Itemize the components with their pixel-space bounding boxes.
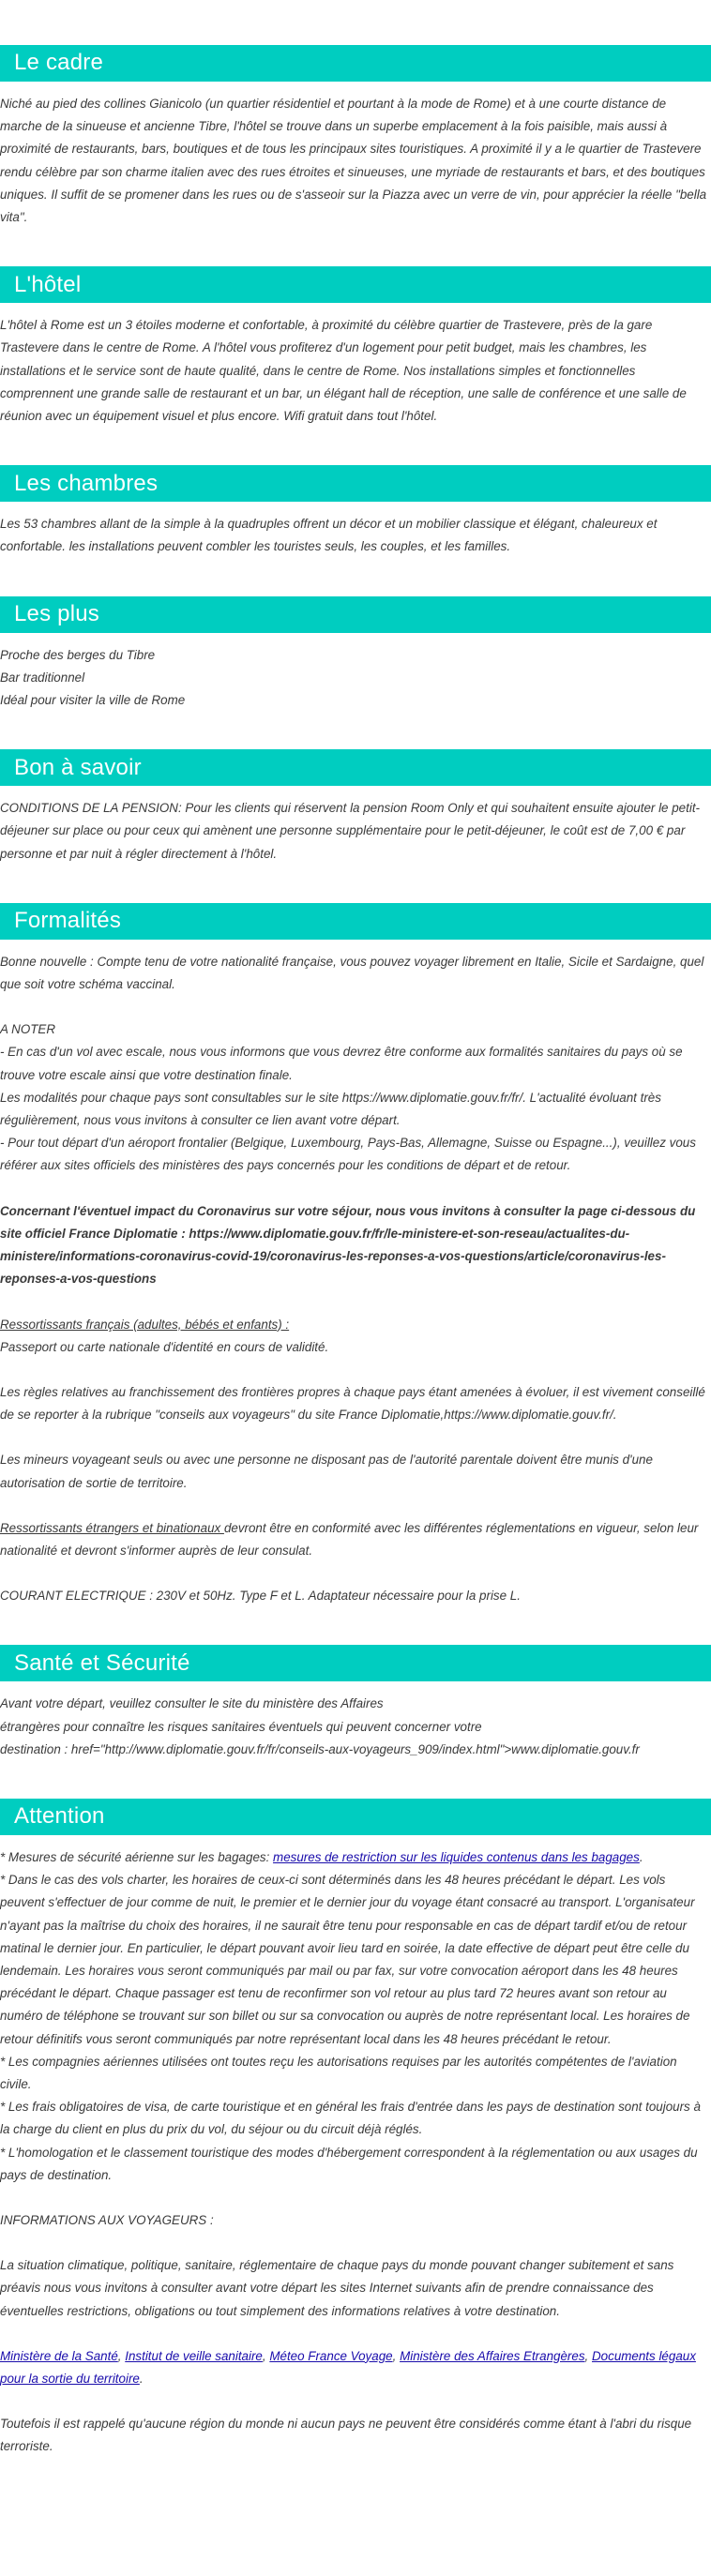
section-plus <box>0 596 711 713</box>
paragraph <box>0 1517 711 1562</box>
section-header-formalites <box>0 903 711 940</box>
separator: , <box>392 2348 401 2363</box>
text-span: devront être en conformité avec les différentes réglementations en vigueur, selon leur nationalité et devront s'informer auprès de leur consulat. <box>0 1520 699 1558</box>
section-header-cadre <box>0 45 711 82</box>
paragraph: * Les compagnies aériennes utilisées ont toutes reçu les autorisations requises par les autorités compétentes de l'aviation civile. <box>0 2054 677 2091</box>
paragraph: CONDITIONS DE LA PENSION: Pour les clients qui réservent la pension Room Only et qui souhaitent ensuite ajouter le petit-déjeuner sur place ou pour ceux qui amènent une personne supplémentaire pour le petit-déjeuner, le coût est de 7,00 € par personne et par nuit à régler directement à l'hôtel. <box>0 801 700 861</box>
paragraph-line: destination : href="http://www.diplomatie.gouv.fr/fr/conseils-aux-voyageurs_909/index.html">www.diplomatie.gouv.fr <box>0 1741 640 1756</box>
paragraph: La situation climatique, politique, sanitaire, réglementaire de chaque pays du monde pouvant changer subitement et sans préavis nous vous invitons à consulter avant votre départ les sites Internet suivants afin de prendre connaissance des éventuelles restrictions, obligations ou tout simplement des informations relatives à votre destination. <box>0 2258 674 2318</box>
list-item: Idéal pour visiter la ville de Rome <box>0 693 186 708</box>
text-span: * Mesures de sécurité aérienne sur les bagages: <box>0 1849 274 1864</box>
section-content <box>0 1846 711 2459</box>
list-item: Bar traditionnel <box>0 670 85 685</box>
paragraph: COURANT ELECTRIQUE : 230V et 50Hz. Type F et L. Adaptateur nécessaire pour la prise L. <box>0 1589 521 1604</box>
paragraph: Passeport ou carte nationale d'identité en cours de validité. <box>0 1339 329 1354</box>
paragraph: Bonne nouvelle : Compte tenu de votre nationalité française, vous pouvez voyager librement en Italie, Sicile et Sardaigne, quel que soit votre schéma vaccinal. <box>0 954 704 992</box>
section-title: Le cadre <box>14 50 103 76</box>
list-item: Proche des berges du Tibre <box>0 647 156 662</box>
section-header-plus <box>0 596 711 633</box>
section-content <box>0 797 711 866</box>
note-title: A NOTER <box>0 1022 56 1037</box>
link-ministere-sante[interactable]: Ministère de la Santé <box>0 2348 118 2363</box>
link-ministere-affaires-etrangeres[interactable]: Ministère des Affaires Etrangères <box>400 2348 585 2363</box>
section-title: Formalités <box>14 908 122 934</box>
paragraph <box>0 1846 711 1869</box>
subheading-informations-voyageurs: INFORMATIONS AUX VOYAGEURS : <box>0 2212 214 2227</box>
section-title: Les plus <box>14 601 99 627</box>
section-bon-a-savoir <box>0 749 711 866</box>
subheading-ressortissants-francais: Ressortissants français (adultes, bébés et enfants) : <box>0 1317 290 1332</box>
paragraph-line: étrangères pour connaître les risques sanitaires éventuels qui peuvent concerner votre <box>0 1719 482 1734</box>
section-content <box>0 314 711 428</box>
paragraph: * L'homologation et le classement touristique des modes d'hébergement correspondent à la réglementation ou aux usages du pays de destination. <box>0 2145 698 2182</box>
section-title: Santé et Sécurité <box>14 1650 190 1676</box>
section-header-hotel <box>0 266 711 303</box>
link-meteo-france-voyage[interactable]: Méteo France Voyage <box>269 2348 393 2363</box>
paragraph: Les mineurs voyageant seuls ou avec une personne ne disposant pas de l'autorité parentale doivent être munis d'une autorisation de sortie de territoire. <box>0 1453 653 1490</box>
paragraph: - En cas d'un vol avec escale, nous vous informons que vous devrez être conforme aux formalités sanitaires du pays où se trouve votre escale ainsi que votre destination finale. <box>0 1045 683 1082</box>
subheading-ressortissants-etrangers: Ressortissants étrangers et binationaux <box>0 1520 224 1535</box>
section-title: Les chambres <box>14 470 159 496</box>
section-title: Attention <box>14 1803 105 1830</box>
separator: , <box>584 2348 592 2363</box>
section-title: Bon à savoir <box>14 754 142 780</box>
section-content <box>0 951 711 1607</box>
liquids-restriction-link[interactable]: mesures de restriction sur les liquides contenus dans les bagages <box>273 1849 640 1864</box>
separator: , <box>262 2348 270 2363</box>
paragraph: Les 53 chambres allant de la simple à la quadruples offrent un décor et un mobilier classique et élégant, chaleureux et confortable. les installations peuvent combler les touristes seuls, les couples, et les familles. <box>0 517 658 554</box>
paragraph: L'hôtel à Rome est un 3 étoiles moderne et confortable, à proximité du célèbre quartier de Trastevere, près de la gare Trastevere dans le centre de Rome. A l'hôtel vous profiterez d'un logement pour petit budget, mais les chambres, les installations et le service sont de haute qualité, dans le centre de Rome. Nos installations simples et fonctionnelles comprennent une grande salle de restaurant et un bar, un élégant hall de réception, une salle de conférence et une salle de réunion avec un équipement visuel et plus encore. Wifi gratuit dans tout l'hôtel. <box>0 318 687 424</box>
section-header-bon-a-savoir <box>0 749 711 786</box>
coronavirus-notice: Concernant l'éventuel impact du Coronavirus sur votre séjour, nous vous invitons à consulter la page ci-dessous du site officiel France Diplomatie : https://www.diplomatie.gouv.fr/fr/le-ministere-et-son-reseau/actualites-du-ministere/informations-coronavirus-covid-19/coronavirus-les-reponses-a-vos-questions/article/coronavirus-les-reponses-a-vos-questions <box>0 1203 696 1287</box>
link-documents-legaux[interactable]: Documents légaux pour la sortie du territoire <box>0 2348 696 2386</box>
paragraph: - Pour tout départ d'un aéroport frontalier (Belgique, Luxembourg, Pays-Bas, Allemagne, Suisse ou Espagne...), veuillez vous référer aux sites officiels des ministères des pays concernés pour les conditions de départ et de retour. <box>0 1136 696 1173</box>
section-header-sante-securite <box>0 1645 711 1681</box>
paragraph: Les règles relatives au franchissement des frontières propres à chaque pays étant amenées à évoluer, il est vivement conseillé de se reporter à la rubrique "conseils aux voyageurs" du site France Diplomatie,https://www.diplomatie.gouv.fr/. <box>0 1384 705 1423</box>
section-cadre <box>0 45 711 229</box>
separator: . <box>139 2372 144 2386</box>
paragraph: * Les frais obligatoires de visa, de carte touristique et en général les frais d'entrée dans les pays de destination sont toujours à la charge du client en plus du prix du vol, du séjour ou du circuit déjà réglés. <box>0 2100 701 2137</box>
section-hotel <box>0 266 711 428</box>
section-sante-securite <box>0 1645 711 1761</box>
section-content <box>0 1693 711 1761</box>
section-content <box>0 644 711 713</box>
paragraph: * Dans le cas des vols charter, les horaires de ceux-ci sont déterminés dans les 48 heures précédant le départ. Les vols peuvent s'effectuer de jour comme de nuit, le premier et le dernier jour du voyage étant consacré au transport. L'organisateur n'ayant pas la maîtrise du choix des horaires, il ne saurait être tenu pour responsable en cas de départ tardif et/ou de retour matinal le dernier jour. En particulier, le départ pouvant avoir lieu tard en soirée, la date effective de départ peut être celle du lendemain. Les horaires vous seront communiqués par mail ou par fax, sur votre convocation aéroport dans les 48 heures précédant le départ. Chaque passager est tenu de reconfirmer son vol retour au plus tard 72 heures avant son retour au numéro de téléphone se trouvant sur son billet ou sur sa convocation ou auprès de notre représentant local. Les horaires de retour définitifs vous seront communiqués par notre représentant local dans les 48 heures précédant le retour. <box>0 1873 695 2046</box>
resource-links <box>0 2345 711 2390</box>
section-content <box>0 513 711 558</box>
separator: , <box>117 2348 126 2363</box>
section-formalites <box>0 903 711 1607</box>
section-header-attention <box>0 1799 711 1835</box>
paragraph: Niché au pied des collines Gianicolo (un quartier résidentiel et pourtant à la mode de Rome) et à une courte distance de marche de la sinueuse et ancienne Tibre, l'hôtel se trouve dans un superbe emplacement à la fois paisible, mais aussi à proximité de restaurants, bars, boutiques et de tous les principaux sites touristiques. A proximité il y a le quartier de Trastevere rendu célèbre par son charme italien avec des rues étroites et sinueuses, une myriade de restaurants et bars, et des boutiques uniques. Il suffit de se promener dans les rues ou de s'asseoir sur la Piazza avec un verre de vin, pour apprécier la réelle "bella vita". <box>0 97 707 225</box>
paragraph: Les modalités pour chaque pays sont consultables sur le site https://www.diplomatie.gouv.fr/fr/. L'actualité évoluant très régulièrement, nous vous invitons à consulter ce lien avant votre départ. <box>0 1090 661 1128</box>
section-content <box>0 93 711 229</box>
section-chambres <box>0 465 711 558</box>
section-title: L'hôtel <box>14 271 82 297</box>
link-institut-veille-sanitaire[interactable]: Institut de veille sanitaire <box>125 2348 263 2363</box>
section-attention <box>0 1799 711 2459</box>
paragraph: Toutefois il est rappelé qu'aucune région du monde ni aucun pays ne peuvent être considérés comme étant à l'abri du risque terroriste. <box>0 2417 692 2454</box>
paragraph-line: Avant votre départ, veuillez consulter le site du ministère des Affaires <box>0 1696 384 1711</box>
section-header-chambres <box>0 465 711 502</box>
text-span: . <box>639 1849 643 1864</box>
